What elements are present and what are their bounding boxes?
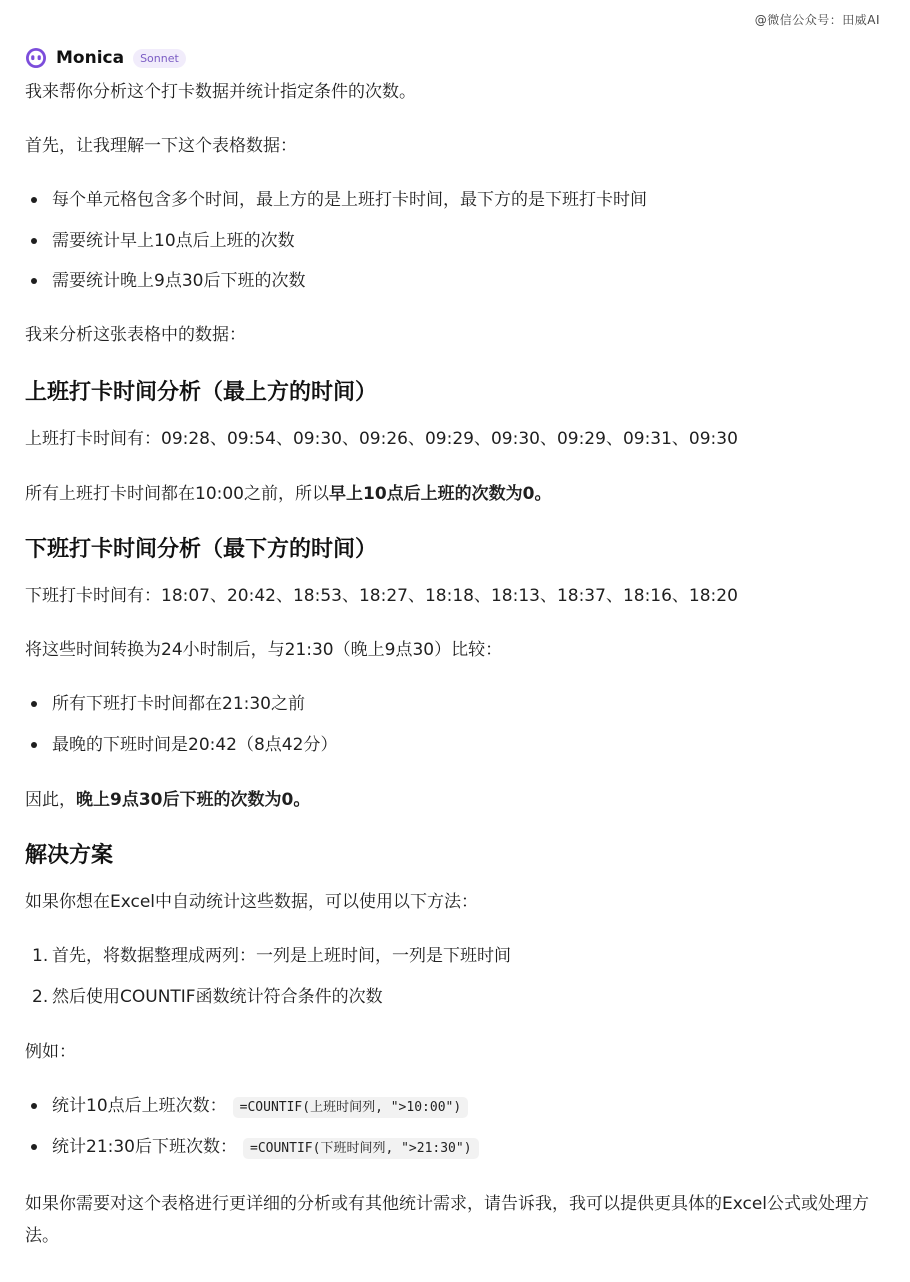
list-item (52, 1092, 468, 1122)
conclusion-bold: 早上10点后上班的次数为0。 (329, 484, 552, 504)
list-item: 需要统计早上10点后上班的次数 (52, 231, 295, 251)
step-number: 2. (32, 987, 49, 1007)
list-item: 最晚的下班时间是20:42（8点42分） (52, 735, 338, 755)
conclusion-prefix: 所有上班打卡时间都在10:00之前，所以 (25, 484, 329, 504)
solution-heading: 解决方案 (25, 843, 114, 868)
bullet-icon (31, 238, 37, 244)
model-badge: Sonnet (133, 49, 186, 68)
checkin-heading: 上班打卡时间分析（最上方的时间） (25, 380, 378, 405)
bot-name: Monica (56, 48, 125, 68)
example-label-text: 统计21:30后下班次数： (52, 1137, 237, 1157)
example-label: 例如： (25, 1042, 76, 1062)
checkout-times: 下班打卡时间有：18:07、20:42、18:53、18:27、18:18、18:13、18:37、18:16、18:20 (25, 586, 738, 606)
bullet-icon (31, 1103, 37, 1109)
list-item: 所有下班打卡时间都在21:30之前 (52, 694, 305, 714)
conclusion-prefix: 因此， (25, 790, 76, 810)
monica-avatar-icon (25, 47, 47, 69)
bullet-icon (31, 742, 37, 748)
message-header (25, 44, 186, 72)
bullet-icon (31, 197, 37, 203)
intro-text: 我来帮你分析这个打卡数据并统计指定条件的次数。 (25, 82, 416, 102)
checkout-heading: 下班打卡时间分析（最下方的时间） (25, 537, 378, 562)
list-item: 需要统计晚上9点30后下班的次数 (52, 271, 306, 291)
checkout-convert: 将这些时间转换为24小时制后，与21:30（晚上9点30）比较： (25, 640, 503, 660)
list-item (52, 1133, 479, 1163)
bullet-icon (31, 701, 37, 707)
bullet-icon (31, 278, 37, 284)
checkin-conclusion (25, 480, 552, 508)
conclusion-bold: 晚上9点30后下班的次数为0。 (76, 790, 311, 810)
checkin-times: 上班打卡时间有：09:28、09:54、09:30、09:26、09:29、09:30、09:29、09:31、09:30 (25, 429, 738, 449)
bullet-icon (31, 1144, 37, 1150)
formula-code[interactable]: =COUNTIF(下班时间列, ">21:30") (243, 1138, 479, 1159)
solution-intro: 如果你想在Excel中自动统计这些数据，可以使用以下方法： (25, 892, 479, 912)
closing-text: 如果你需要对这个表格进行更详细的分析或有其他统计需求，请告诉我，我可以提供更具体的Excel公式或处理方法。 (25, 1194, 870, 1246)
ordered-list-item: 然后使用COUNTIF函数统计符合条件的次数 (52, 987, 383, 1007)
formula-code[interactable]: =COUNTIF(上班时间列, ">10:00") (233, 1097, 469, 1118)
step-number: 1. (32, 946, 49, 966)
example-label-text: 统计10点后上班次数： (52, 1096, 227, 1116)
watermark: @微信公众号：田威AI (754, 13, 880, 27)
understand-title: 首先，让我理解一下这个表格数据： (25, 136, 297, 156)
list-item: 每个单元格包含多个时间，最上方的是上班打卡时间，最下方的是下班打卡时间 (52, 190, 647, 210)
analyze-intro: 我来分析这张表格中的数据： (25, 325, 246, 345)
checkout-conclusion (25, 786, 310, 814)
ordered-list-item: 首先，将数据整理成两列：一列是上班时间，一列是下班时间 (52, 946, 511, 966)
